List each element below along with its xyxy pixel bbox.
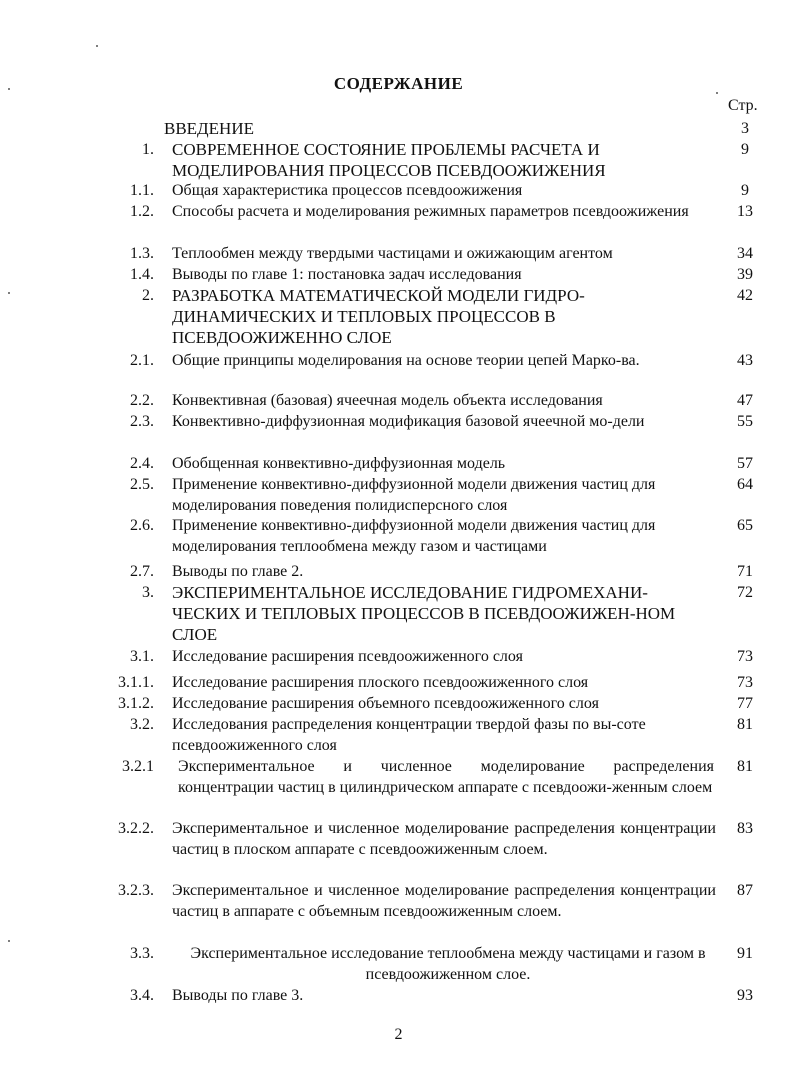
scan-speck	[8, 292, 10, 294]
toc-entry-title: Конвективно-диффузионная модификация базовой ячеечной мо-дели	[172, 413, 645, 430]
toc-entry-page: 42	[737, 287, 753, 304]
scan-speck	[96, 45, 98, 47]
toc-entry-page: 3	[741, 120, 749, 137]
toc-entry-page: 81	[737, 716, 753, 733]
toc-entry-title: Общая характеристика процессов псевдоожижения	[172, 182, 523, 199]
toc-entry-page: 64	[737, 476, 753, 493]
toc-entry-page: 81	[737, 758, 753, 775]
toc-entry-page: 39	[737, 266, 753, 283]
toc-entry-title: Экспериментальное и численное моделирование распределения концентрации частиц в цилиндрическом аппарате с псевдоожи-женным слоем	[178, 758, 714, 796]
toc-entry-page: 87	[737, 882, 753, 899]
toc-entry-number: 2.1.	[130, 352, 154, 369]
toc-entry-number: 1.2.	[130, 203, 154, 220]
pages-column-header: Стр.	[728, 97, 758, 114]
toc-entry-page: 9	[741, 182, 749, 199]
toc-entry-page: 73	[737, 674, 753, 691]
toc-entry-title: Выводы по главе 1: постановка задач исследования	[172, 266, 522, 283]
toc-entry-number: 2.2.	[130, 392, 154, 409]
scan-speck	[8, 940, 10, 942]
toc-entry-page: 47	[737, 392, 753, 409]
page-number: 2	[394, 1026, 403, 1043]
toc-entry-title: Обобщенная конвективно-диффузионная модель	[172, 455, 506, 472]
toc-entry-title: Исследование расширения объемного псевдоожиженного слоя	[172, 695, 599, 712]
toc-entry-page: 65	[737, 517, 753, 534]
toc-entry-page: 72	[737, 584, 753, 601]
toc-entry-number: 2.3.	[130, 413, 154, 430]
toc-entry-page: 73	[737, 648, 753, 665]
toc-entry-page: 93	[737, 987, 753, 1004]
toc-entry-title: Исследование расширения плоского псевдоожиженного слоя	[172, 674, 589, 691]
toc-entry-page: 43	[737, 352, 753, 369]
toc-entry-number: 3.2.2.	[118, 820, 154, 837]
toc-entry-title: Исследование расширения псевдоожиженного слоя	[172, 648, 523, 665]
toc-entry-number: 1.4.	[130, 266, 154, 283]
toc-entry-title: Применение конвективно-диффузионной модели движения частиц для моделирования теплообмена между газом и частицами	[172, 517, 656, 555]
toc-entry-title: СОВРЕМЕННОЕ СОСТОЯНИЕ ПРОБЛЕМЫ РАСЧЕТА И МОДЕЛИРОВАНИЯ ПРОЦЕССОВ ПСЕВДООЖИЖЕНИЯ	[172, 140, 606, 180]
toc-entry-number: 3.1.2.	[118, 695, 154, 712]
toc-entry-title: Исследования распределения концентрации твердой фазы по вы-соте псевдоожиженного слоя	[172, 716, 646, 754]
toc-entry-title: ЭКСПЕРИМЕНТАЛЬНОЕ ИССЛЕДОВАНИЕ ГИДРОМЕХАНИ-ЧЕСКИХ И ТЕПЛОВЫХ ПРОЦЕССОВ В ПСЕВДООЖИЖЕН-НОМ СЛОЕ	[172, 583, 676, 644]
toc-entry-page: 83	[737, 820, 753, 837]
toc-entry-number: 2.4.	[130, 455, 154, 472]
toc-entry-title: РАЗРАБОТКА МАТЕМАТИЧЕСКОЙ МОДЕЛИ ГИДРО-ДИНАМИЧЕСКИХ И ТЕПЛОВЫХ ПРОЦЕССОВ В ПСЕВДООЖИЖЕННО СЛОЕ	[172, 286, 585, 347]
toc-entry-number: 3.4.	[130, 987, 154, 1004]
toc-entry-page: 57	[737, 455, 753, 472]
toc-entry-title: Конвективная (базовая) ячеечная модель объекта исследования	[172, 392, 603, 409]
toc-entry-title: Выводы по главе 3.	[172, 987, 304, 1004]
toc-entry-page: 34	[737, 245, 753, 262]
toc-entry-number: 1.	[142, 141, 154, 158]
toc-entry-number: 3.2.1	[122, 758, 154, 775]
toc-entry-number: 3.	[142, 584, 154, 601]
toc-entry-title: ВВЕДЕНИЕ	[164, 119, 254, 138]
toc-entry-title: Применение конвективно-диффузионной модели движения частиц для моделирования поведения полидисперсного слоя	[172, 476, 656, 514]
toc-entry-title: Экспериментальное и численное моделирование распределения концентрации частиц в плоском аппарате с псевдоожиженным слоем.	[172, 820, 716, 858]
toc-entry-title: Выводы по главе 2.	[172, 563, 304, 580]
toc-entry-number: 2.	[142, 287, 154, 304]
toc-entry-number: 3.3.	[130, 945, 154, 962]
toc-entry-page: 9	[741, 141, 749, 158]
toc-entry-number: 2.6.	[130, 517, 154, 534]
toc-entry-number: 1.1.	[130, 182, 154, 199]
toc-entry-page: 77	[737, 695, 753, 712]
toc-entry-title: Теплообмен между твердыми частицами и ожижающим агентом	[172, 245, 613, 262]
toc-entry-number: 2.7.	[130, 563, 154, 580]
toc-entry-title: Общие принципы моделирования на основе теории цепей Марко-ва.	[172, 352, 640, 369]
toc-entry-page: 55	[737, 413, 753, 430]
toc-entry-number: 3.2.3.	[118, 882, 154, 899]
toc-entry-page: 13	[737, 203, 753, 220]
toc-entry-number: 2.5.	[130, 476, 154, 493]
toc-entry-number: 3.2.	[130, 716, 154, 733]
toc-entry-title: Способы расчета и моделирования режимных параметров псевдоожижения	[172, 203, 689, 220]
toc-entry-title: Экспериментальное исследование теплообмена между частицами и газом в псевдоожиженном слое.	[190, 945, 706, 983]
toc-entry-page: 91	[737, 945, 753, 962]
toc-entry-number: 1.3.	[130, 245, 154, 262]
toc-entry-title: Экспериментальное и численное моделирование распределения концентрации частиц в аппарате с объемным псевдоожиженным слоем.	[172, 882, 716, 920]
page-title: СОДЕРЖАНИЕ	[333, 74, 464, 93]
toc-entry-number: 3.1.1.	[118, 674, 154, 691]
toc-entry-number: 3.1.	[130, 648, 154, 665]
toc-entry-page: 71	[737, 563, 753, 580]
